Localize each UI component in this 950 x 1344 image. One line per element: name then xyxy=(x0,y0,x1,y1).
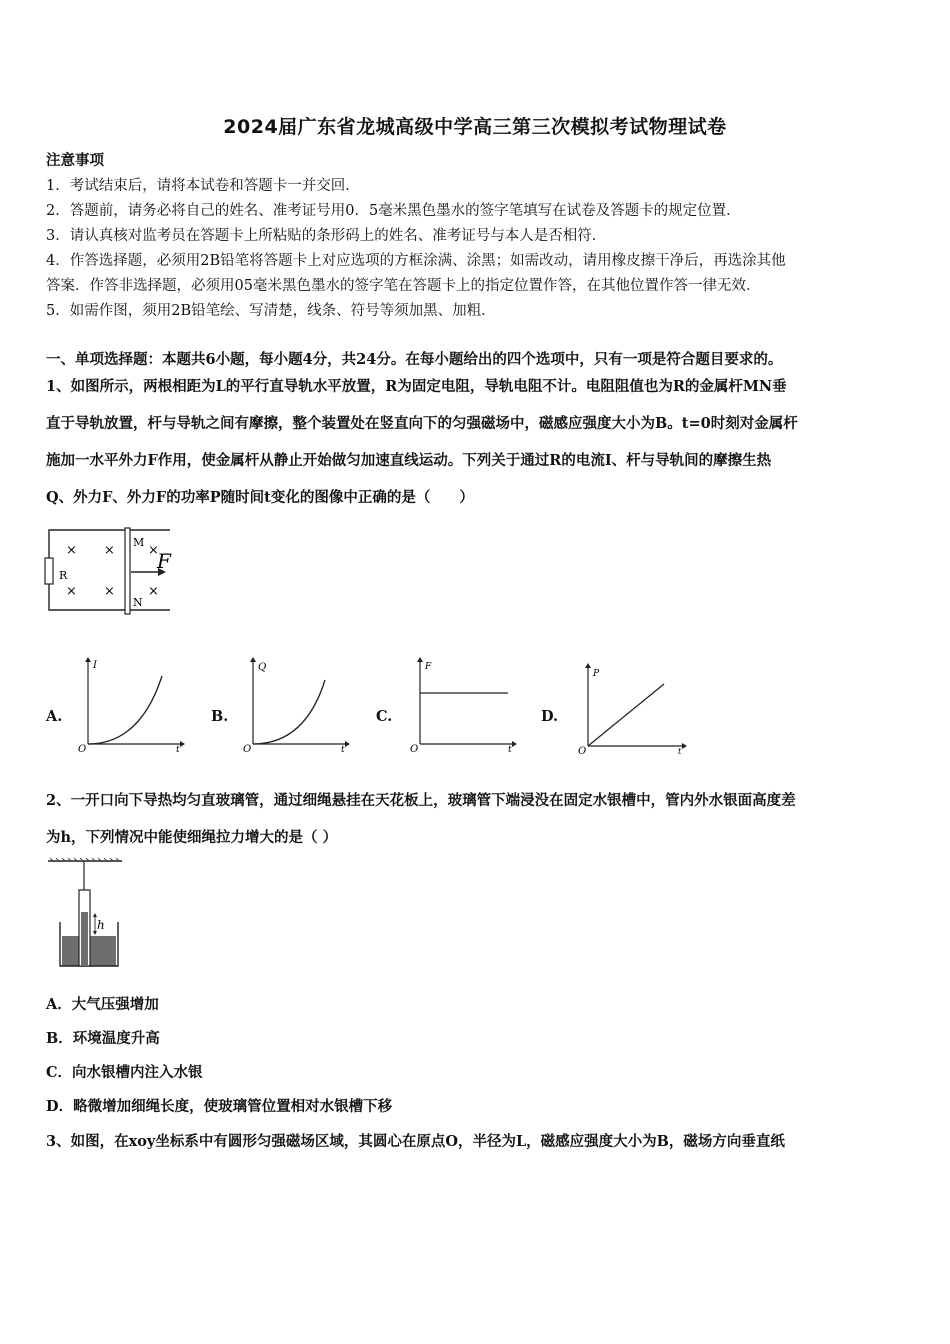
q2-option-d[interactable]: D．略微增加细绳长度，使玻璃管位置相对水银槽下移 xyxy=(46,1098,393,1115)
field-cross: × xyxy=(66,584,77,599)
q1-option-c-label[interactable]: C. xyxy=(376,708,393,725)
label-r: R xyxy=(59,569,68,582)
field-cross: × xyxy=(148,543,159,558)
axis-t: t xyxy=(341,745,345,752)
curve xyxy=(88,676,162,744)
q1-graph-b xyxy=(241,656,351,752)
resistor-icon xyxy=(45,558,53,584)
origin: O xyxy=(410,744,419,752)
q1-graph-c xyxy=(408,656,518,752)
origin: O xyxy=(243,744,252,752)
notice-item: 4．作答选择题，必须用2B铅笔将答题卡上对应选项的方框涂满、涂黑；如需改动，请用橡皮擦干净后，再选涂其他 xyxy=(46,253,786,269)
notice-heading: 注意事项 xyxy=(46,152,104,169)
q1-line: 直于导轨放置，杆与导轨之间有摩擦，整个装置处在竖直向下的匀强磁场中，磁感应强度大小为B。t=0时刻对金属杆 xyxy=(46,415,798,432)
q2-option-a[interactable]: A．大气压强增加 xyxy=(46,996,159,1013)
field-cross: × xyxy=(66,543,77,558)
page-title: 2024届广东省龙城高级中学高三第三次模拟考试物理试卷 xyxy=(223,116,727,138)
q1-option-b-label[interactable]: B. xyxy=(211,708,229,725)
q2-line: 2、一开口向下导热均匀直玻璃管，通过细绳悬挂在天花板上，玻璃管下端浸没在固定水银槽中，管内外水银面高度差 xyxy=(46,792,796,809)
q1-line: 1、如图所示，两根相距为L的平行直导轨水平放置，R为固定电阻，导轨电阻不计。电阻阻值也为R的金属杆MN垂 xyxy=(46,378,787,395)
axis-t: t xyxy=(508,745,512,752)
field-cross: × xyxy=(104,584,115,599)
curve xyxy=(253,680,325,744)
axis-label: I xyxy=(93,660,97,671)
label-m: M xyxy=(133,536,145,549)
field-cross: × xyxy=(104,543,115,558)
field-cross: × xyxy=(148,584,159,599)
q1-option-a-label[interactable]: A. xyxy=(46,708,63,725)
notice-item: 2．答题前，请务必将自己的姓名、准考证号用0．5毫米黑色墨水的签字笔填写在试卷及答题卡的规定位置． xyxy=(46,203,741,219)
q1-option-d-label[interactable]: D. xyxy=(541,708,559,725)
axis-label: Q xyxy=(258,662,267,673)
label-h: h xyxy=(97,918,105,932)
q2-option-b[interactable]: B．环境温度升高 xyxy=(46,1030,160,1047)
q3-line: 3、如图，在xoy坐标系中有圆形匀强磁场区域，其圆心在原点O，半径为L，磁感应强度大小为B，磁场方向垂直纸 xyxy=(46,1133,785,1150)
q2-line: 为h，下列情况中能使细绳拉力增大的是（ ） xyxy=(46,829,338,846)
label-n: N xyxy=(133,596,143,609)
origin: O xyxy=(578,746,587,754)
axis-label: F xyxy=(425,662,432,672)
notice-item: 答案．作答非选择题，必须用05毫米黑色墨水的签字笔在答题卡上的指定位置作答，在其他位置作答一律无效． xyxy=(46,278,761,294)
q1-circuit-figure xyxy=(44,526,184,618)
axis-t: t xyxy=(176,745,180,752)
notice-item: 3．请认真核对监考员在答题卡上所粘贴的条形码上的姓名、准考证号与本人是否相符． xyxy=(46,228,607,244)
linear-line xyxy=(588,684,664,746)
q1-line: Q、外力F、外力F的功率P随时间t变化的图像中正确的是（ ） xyxy=(46,489,474,506)
origin: O xyxy=(78,744,87,752)
q1-graph-d xyxy=(576,662,688,754)
axis-label: P xyxy=(593,669,600,679)
q2-tube-figure xyxy=(48,858,126,970)
label-f: F xyxy=(157,549,171,573)
mercury-column xyxy=(81,912,88,966)
notice-item: 1．考试结束后，请将本试卷和答题卡一并交回． xyxy=(46,178,360,194)
axis-t: t xyxy=(678,747,682,754)
q1-line: 施加一水平外力F作用，使金属杆从静止开始做匀加速直线运动。下列关于通过R的电流I、杆与导轨间的摩擦生热 xyxy=(46,452,772,469)
q2-option-c[interactable]: C．向水银槽内注入水银 xyxy=(46,1064,203,1081)
metal-rod xyxy=(125,528,130,614)
q1-graph-a xyxy=(76,656,186,752)
section-heading: 一、单项选择题：本题共6小题，每小题4分，共24分。在每小题给出的四个选项中，只有一项是符合题目要求的。 xyxy=(46,351,783,368)
notice-item: 5．如需作图，须用2B铅笔绘、写清楚，线条、符号等须加黑、加粗． xyxy=(46,303,496,319)
